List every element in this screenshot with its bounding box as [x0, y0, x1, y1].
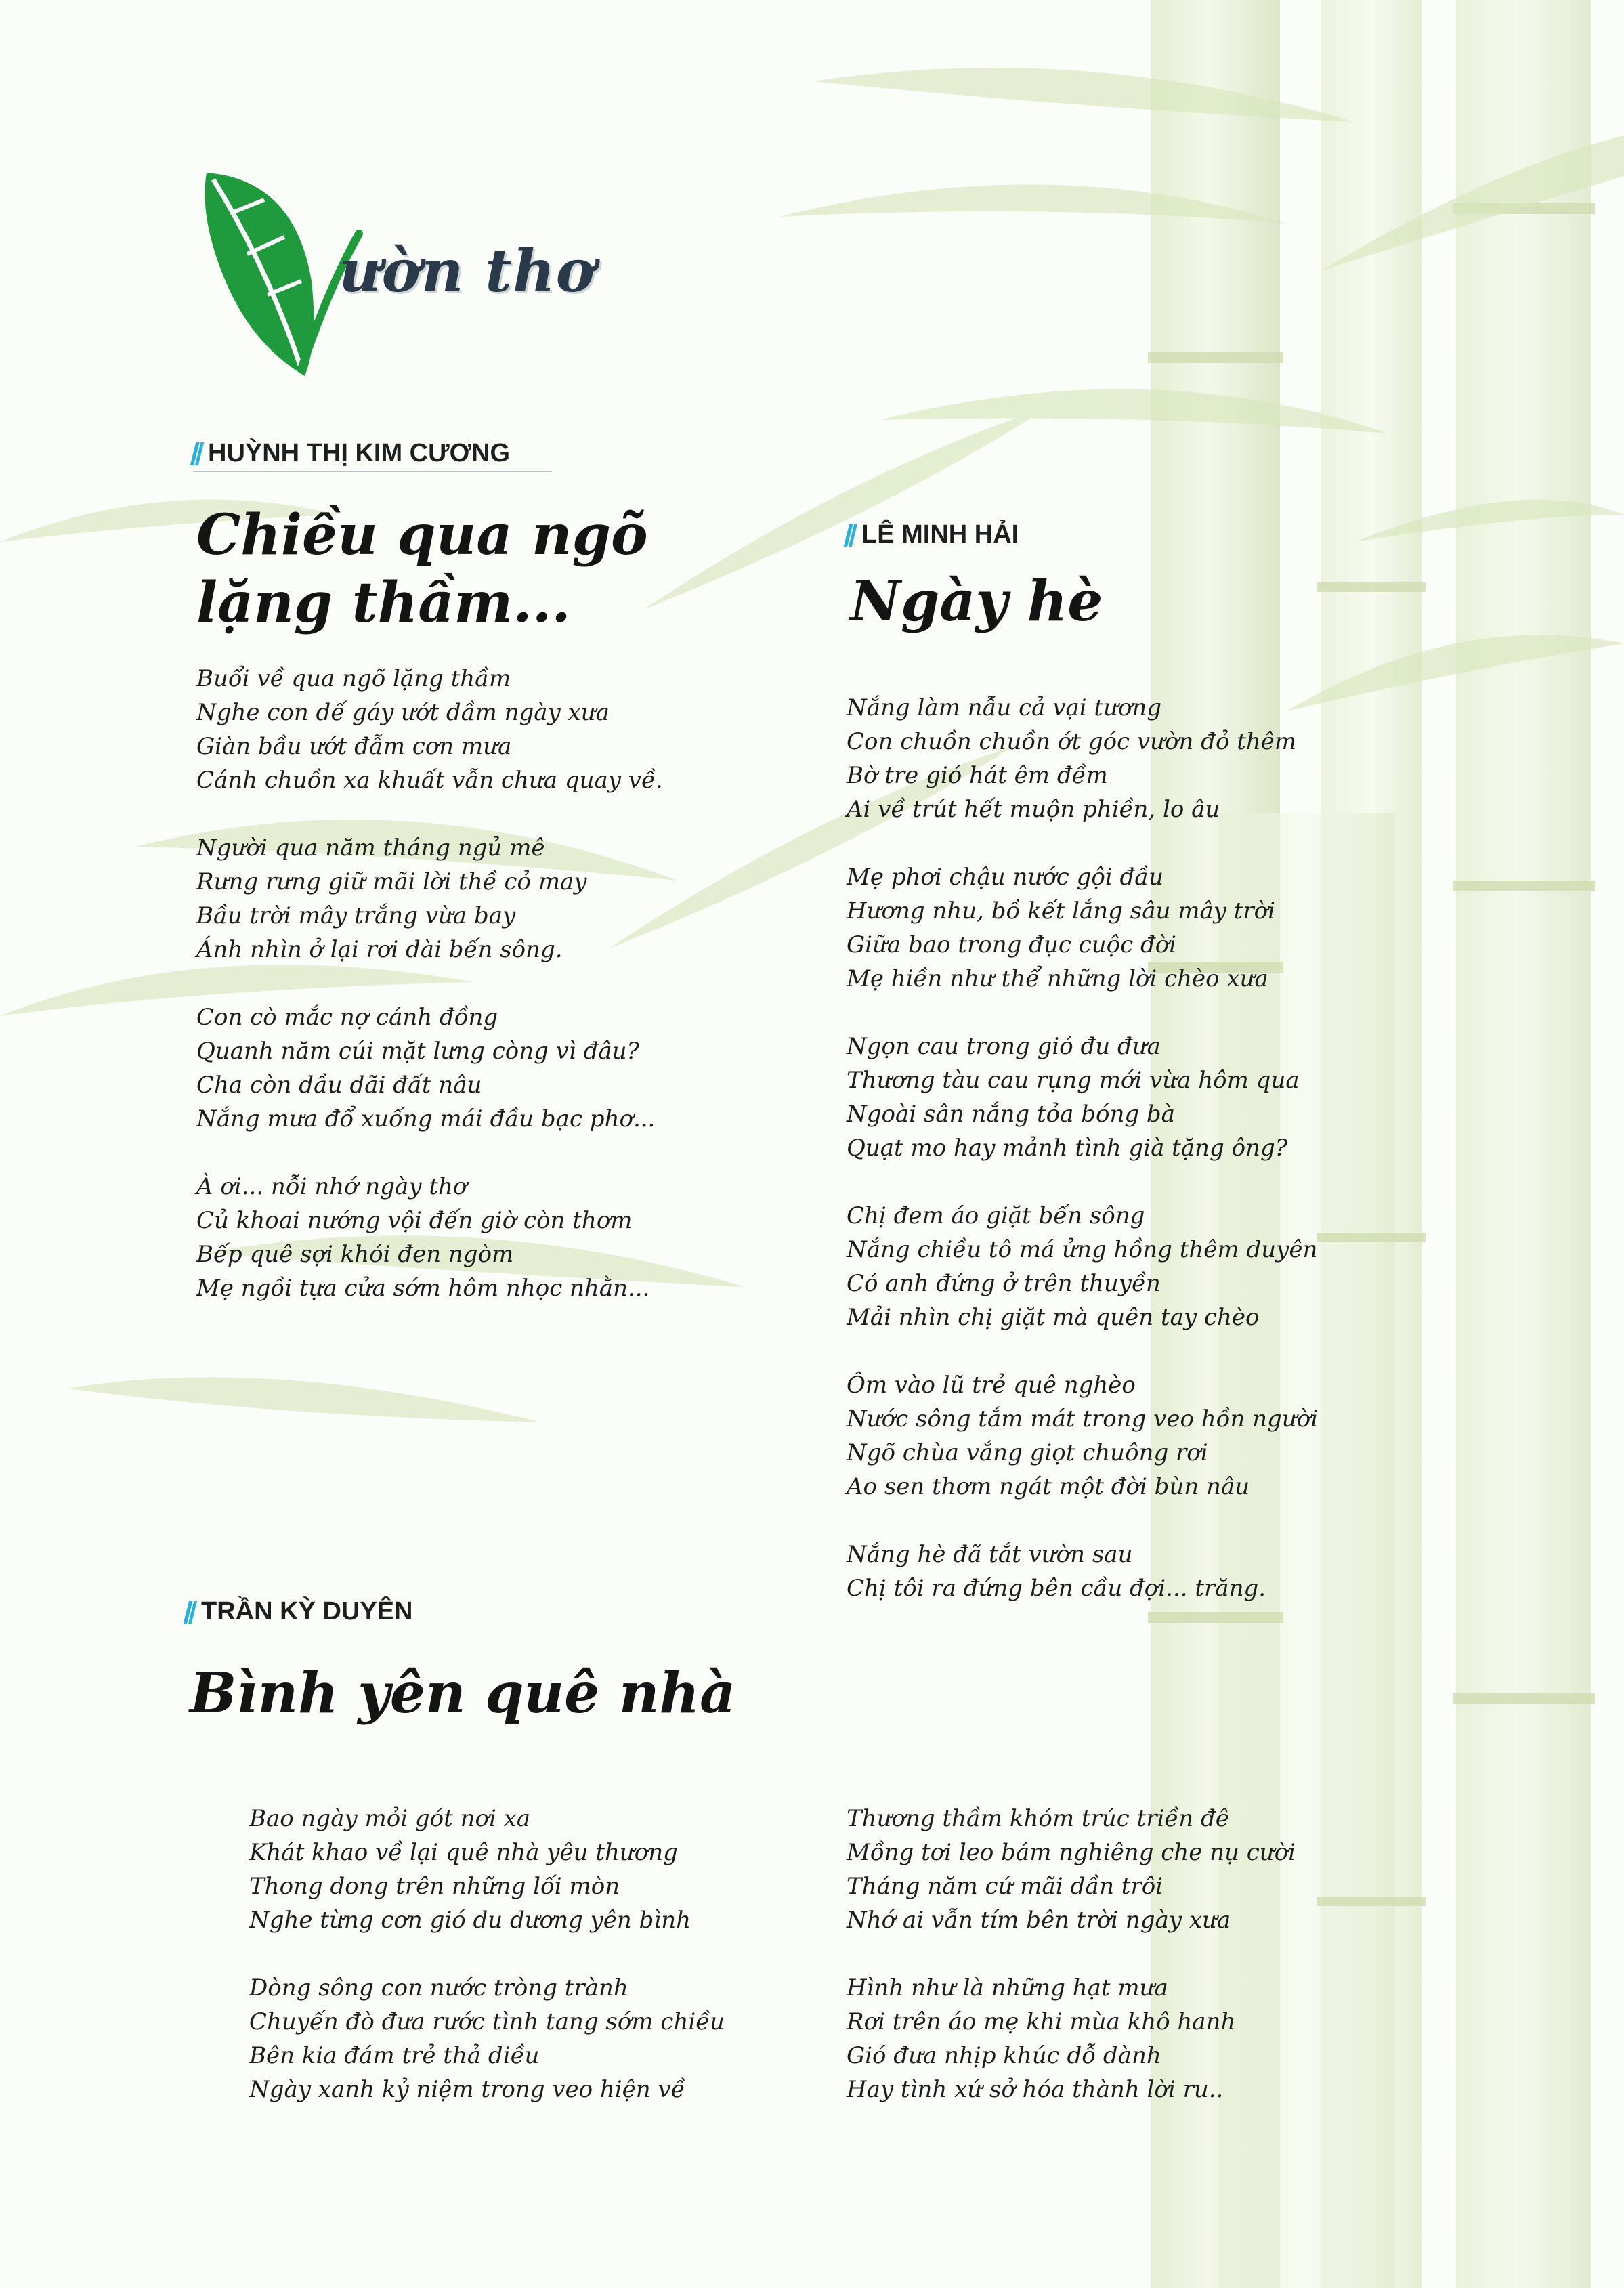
poem-line: Ngày xanh kỷ niệm trong veo hiện về: [249, 2076, 685, 2103]
poem-line: Ao sen thơm ngát một đời bùn nâu: [847, 1473, 1250, 1500]
poem-line: Nước sông tắm mát trong veo hồn người: [847, 1405, 1319, 1433]
poem-line: Ánh nhìn ở lại rơi dài bến sông.: [196, 936, 563, 963]
poem-line: Thong dong trên những lối mòn: [249, 1873, 620, 1900]
poem-line: Bầu trời mây trắng vừa bay: [196, 902, 516, 929]
poem1-title-line1: Chiều qua ngõ: [196, 503, 648, 568]
section-title: ườn thơ: [339, 237, 595, 305]
poem-line: Chuyến đò đưa rước tình tang sớm chiều: [249, 2008, 725, 2035]
poem2-author: [847, 520, 1019, 552]
poem-line: Mải nhìn chị giặt mà quên tay chèo: [847, 1304, 1260, 1331]
poem-line: Thương thầm khóm trúc triền đê: [847, 1805, 1229, 1832]
poem-line: Khát khao về lại quê nhà yêu thương: [249, 1839, 678, 1866]
poem-line: Nắng hè đã tắt vườn sau: [847, 1541, 1133, 1568]
poem-line: Cha còn dầu dãi đất nâu: [196, 1072, 482, 1099]
stanza: [847, 1030, 1318, 1165]
poem1-body: [196, 662, 663, 1305]
poem-line: Dòng sông con nước tròng trành: [249, 1974, 628, 2001]
poem-line: Cánh chuồn xa khuất vẫn chưa quay về.: [196, 767, 663, 794]
stanza: [847, 1971, 1296, 2106]
poem-line: Nắng mưa đổ xuống mái đầu bạc phơ...: [196, 1105, 656, 1132]
poem-line: Giàn bầu ướt đẫm cơn mưa: [196, 733, 512, 760]
stanza: [847, 1802, 1296, 1937]
poem-line: Hay tình xứ sở hóa thành lời ru..: [847, 2076, 1224, 2103]
poem1-title: [196, 501, 648, 637]
poem-line: Bên kia đám trẻ thả diều: [249, 2042, 540, 2069]
poem1-author-name: HUỲNH THỊ KIM CƯƠNG: [208, 439, 511, 467]
poem-line: Bao ngày mỏi gót nơi xa: [249, 1805, 531, 1832]
poem-line: Mồng tơi leo bám nghiêng che nụ cười: [847, 1839, 1296, 1866]
poem-line: À ơi... nỗi nhớ ngày thơ: [196, 1173, 467, 1200]
poem3-column-1: [249, 1802, 725, 2106]
poem-line: Ngõ chùa vắng giọt chuông rơi: [847, 1439, 1208, 1466]
stanza: [847, 1538, 1318, 1605]
poem-line: Ai về trút hết muộn phiền, lo âu: [847, 796, 1220, 823]
stanza: [847, 691, 1318, 826]
poem-line: Hương nhu, bồ kết lắng sâu mây trời: [847, 897, 1275, 925]
poem-line: Buổi về qua ngõ lặng thầm: [196, 665, 511, 692]
poem1-author: [193, 439, 552, 472]
poem-line: Bờ tre gió hát êm đềm: [847, 762, 1108, 789]
poem-line: Nghe từng cơn gió du dương yên bình: [249, 1907, 691, 1934]
stanza: [249, 1971, 725, 2106]
poem-line: Tháng năm cứ mãi dần trôi: [847, 1873, 1163, 1900]
stanza: [249, 1802, 725, 1937]
poem-line: Ngọn cau trong gió đu đưa: [847, 1033, 1161, 1060]
stanza: [847, 860, 1318, 996]
poem-line: Bếp quê sợi khói đen ngòm: [196, 1241, 514, 1268]
poem-line: Nắng chiều tô má ửng hồng thêm duyên: [847, 1236, 1318, 1263]
poem2-body: [847, 691, 1318, 1605]
poem3-author-name: TRẦN KỲ DUYÊN: [201, 1597, 413, 1626]
stanza: [196, 662, 663, 797]
section-logo: [193, 166, 595, 383]
stanza: [196, 831, 663, 967]
poem-line: Ôm vào lũ trẻ quê nghèo: [847, 1372, 1136, 1399]
stanza: [847, 1199, 1318, 1334]
poem-line: Chị tôi ra đứng bên cầu đợi... trăng.: [847, 1575, 1266, 1602]
poem-line: Nghe con dế gáy ướt dầm ngày xưa: [196, 699, 610, 726]
poem3-column-2: [847, 1802, 1296, 2106]
poem3-author: [186, 1597, 412, 1629]
poem-line: Có anh đứng ở trên thuyền: [847, 1270, 1161, 1297]
poem3-title: Bình yên quê nhà: [190, 1661, 736, 1726]
poem-line: Mẹ phơi chậu nước gội đầu: [847, 864, 1163, 891]
stanza: [196, 1170, 663, 1305]
poem-line: Củ khoai nướng vội đến giờ còn thơm: [196, 1207, 633, 1234]
poem-line: Rưng rưng giữ mãi lời thề cỏ may: [196, 868, 587, 895]
stanza: [847, 1368, 1318, 1504]
poem-line: Nắng làm nẫu cả vại tương: [847, 694, 1162, 721]
poem2-title: Ngày hè: [850, 569, 1103, 634]
poem-line: Con cò mắc nợ cánh đồng: [196, 1004, 498, 1031]
poem-line: Chị đem áo giặt bến sông: [847, 1202, 1145, 1229]
poem-line: Ngoài sân nắng tỏa bóng bà: [847, 1101, 1175, 1128]
poem-line: Quạt mo hay mảnh tình già tặng ông?: [847, 1135, 1287, 1162]
poem-line: Thương tàu cau rụng mới vừa hôm qua: [847, 1067, 1300, 1094]
poem2-author-name: LÊ MINH HẢI: [861, 520, 1019, 549]
poem-line: Nhớ ai vẫn tím bên trời ngày xưa: [847, 1907, 1231, 1934]
poem-line: Người qua năm tháng ngủ mê: [196, 834, 545, 862]
poem-line: Gió đưa nhịp khúc dỗ dành: [847, 2042, 1161, 2069]
poem-line: Rơi trên áo mẹ khi mùa khô hanh: [847, 2008, 1236, 2035]
poem-line: Giữa bao trong đục cuộc đời: [847, 931, 1177, 958]
poem-line: Mẹ ngồi tựa cửa sớm hôm nhọc nhằn...: [196, 1275, 650, 1302]
poem-line: Con chuồn chuồn ớt góc vườn đỏ thêm: [847, 728, 1297, 755]
poem-line: Hình như là những hạt mưa: [847, 1974, 1168, 2001]
stanza: [196, 1000, 663, 1136]
poem-line: Quanh năm cúi mặt lưng còng vì đâu?: [196, 1038, 639, 1065]
poem-line: Mẹ hiền như thể những lời chèo xưa: [847, 965, 1268, 992]
poem1-title-line2: lặng thầm...: [196, 570, 571, 635]
